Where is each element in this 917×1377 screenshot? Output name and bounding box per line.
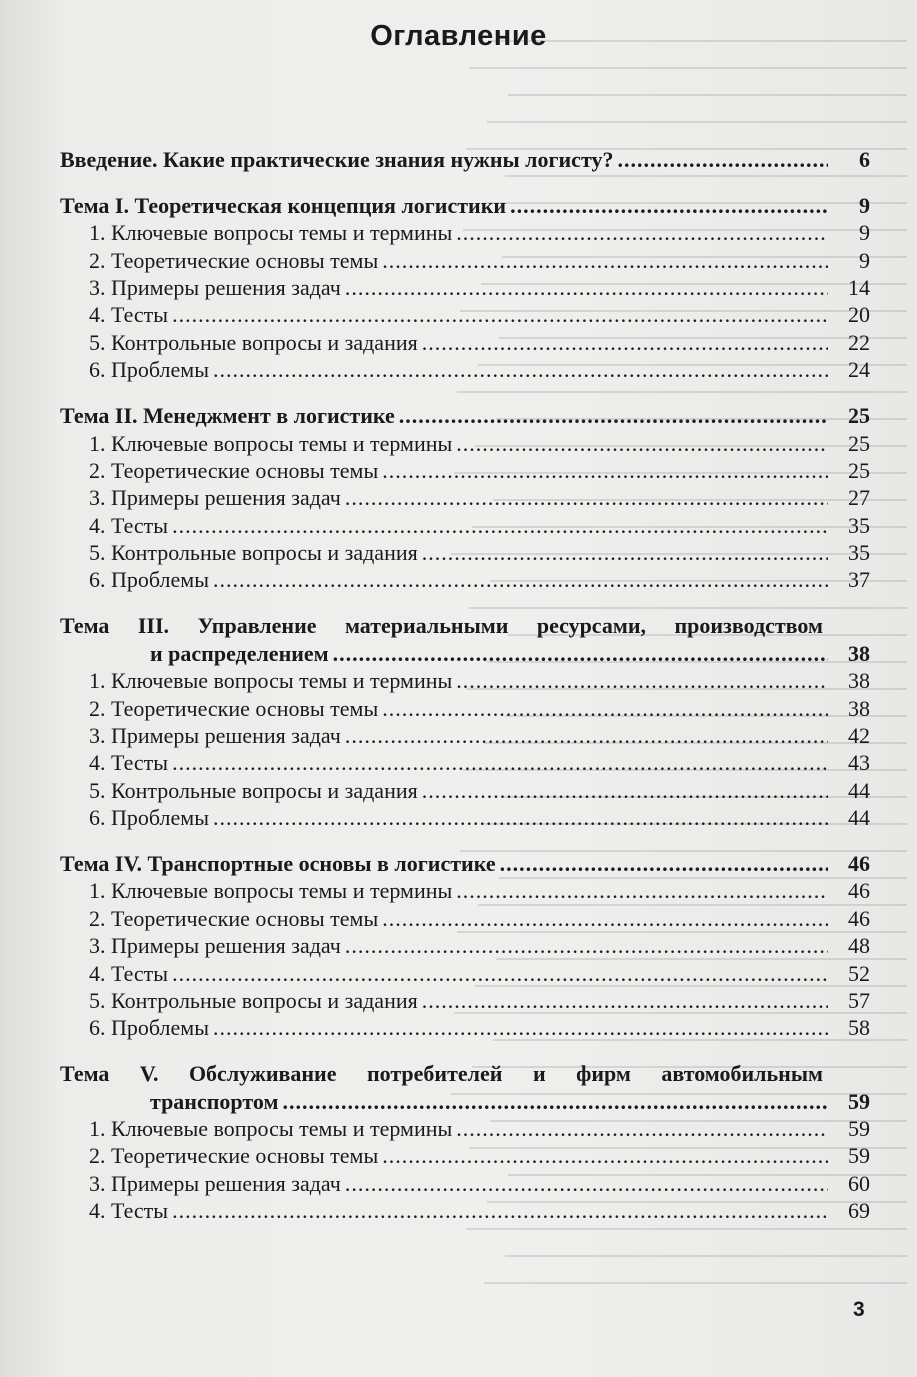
dot-leader xyxy=(456,667,828,694)
toc-entry-item-page: 37 xyxy=(848,567,870,593)
toc-entry-item-label: 2. Теоретические основы темы xyxy=(89,1143,379,1169)
heading-word: автомобильным xyxy=(661,1061,823,1087)
heading-word: ресурсами, xyxy=(536,613,647,639)
toc-entry-intro-label: Введение. Какие практические знания нужны логисту? xyxy=(60,147,614,172)
toc-entry-section-1-label: Тема I. Теоретическая концепция логистики xyxy=(60,192,507,218)
toc-entry-item xyxy=(60,1115,870,1142)
toc-entry-item xyxy=(60,749,870,776)
toc-entry-item-label: 6. Проблемы xyxy=(89,1015,209,1041)
heading-word: фирм xyxy=(576,1061,631,1087)
heading-word: производством xyxy=(674,613,823,639)
toc-entry-item xyxy=(60,219,870,246)
toc-entry-item xyxy=(60,987,870,1014)
toc-entry-item-page: 25 xyxy=(848,430,870,456)
toc-entry-item-label: 2. Теоретические основы темы xyxy=(89,905,379,931)
toc-entry-item xyxy=(60,804,870,831)
section-heading-line1 xyxy=(60,612,823,639)
toc-entry-item-page: 59 xyxy=(848,1143,870,1169)
spacer xyxy=(60,1042,870,1061)
dot-leader xyxy=(213,356,828,383)
toc-entry-item-page: 48 xyxy=(848,933,870,959)
show-through-line xyxy=(505,1255,907,1257)
dot-leader xyxy=(172,960,828,987)
toc-entry-item-label: 3. Примеры решения задач xyxy=(89,1170,341,1196)
toc-entry-item xyxy=(60,329,870,356)
toc-entry-section-1 xyxy=(60,192,870,219)
toc-entry-section-3 xyxy=(60,640,870,667)
dot-leader xyxy=(333,640,828,667)
heading-word: V. xyxy=(139,1061,159,1087)
dot-leader xyxy=(422,329,828,356)
heading-word: Управление xyxy=(197,613,317,639)
toc-entry-item xyxy=(60,247,870,274)
dot-leader xyxy=(345,484,828,511)
dot-leader xyxy=(213,804,828,831)
toc-entry-section-5 xyxy=(60,1088,870,1115)
toc-entry-item-label: 4. Тесты xyxy=(89,302,169,328)
dot-leader xyxy=(282,1088,828,1115)
dot-leader xyxy=(172,1197,828,1224)
toc-entry-section-4-page: 46 xyxy=(848,850,870,876)
toc-entry-section-5-label: транспортом xyxy=(150,1088,279,1114)
toc-entry-item-page: 38 xyxy=(848,668,870,694)
toc-entry-item-label: 2. Теоретические основы темы xyxy=(89,457,379,483)
heading-word: III. xyxy=(137,613,170,639)
heading-word: Тема xyxy=(60,613,110,639)
toc-entry-item-label: 1. Ключевые вопросы темы и термины xyxy=(89,1116,453,1141)
show-through-line xyxy=(469,67,907,69)
toc-entry-item-label: 4. Тесты xyxy=(89,750,169,776)
show-through-line xyxy=(484,1282,907,1284)
dot-leader xyxy=(510,192,828,219)
toc-entry-item-page: 60 xyxy=(848,1170,870,1196)
dot-leader xyxy=(382,457,828,484)
toc-entry-item-label: 1. Ключевые вопросы темы и термины xyxy=(89,430,453,456)
dot-leader xyxy=(422,987,828,1014)
toc-entry-item-page: 52 xyxy=(848,960,870,986)
toc-entry-item-label: 3. Примеры решения задач xyxy=(89,275,341,301)
page-title: Оглавление xyxy=(370,20,547,52)
toc-entry-item xyxy=(60,1142,870,1169)
toc-entry-item-page: 35 xyxy=(848,540,870,566)
toc-entry-intro-page: 6 xyxy=(859,147,870,172)
toc-entry-item xyxy=(60,877,870,904)
toc-entry-item-page: 38 xyxy=(848,695,870,721)
dot-leader xyxy=(456,430,828,457)
toc-entry-item-label: 2. Теоретические основы темы xyxy=(89,247,379,273)
dot-leader xyxy=(399,402,828,429)
section-heading-line1 xyxy=(60,1060,823,1087)
dot-leader xyxy=(172,301,828,328)
dot-leader xyxy=(617,146,828,173)
toc-entry-item-label: 3. Примеры решения задач xyxy=(89,485,341,511)
toc-entry-item xyxy=(60,695,870,722)
heading-word: материальными xyxy=(344,613,509,639)
toc-entry-item-label: 6. Проблемы xyxy=(89,805,209,831)
toc-entry-item-page: 43 xyxy=(848,750,870,776)
dot-leader xyxy=(172,749,828,776)
toc-entry-item-label: 1. Ключевые вопросы темы и термины xyxy=(89,878,453,904)
toc-entry-item xyxy=(60,566,870,593)
toc-entry-item-page: 20 xyxy=(848,302,870,328)
toc-entry-item xyxy=(60,1170,870,1197)
spacer xyxy=(60,384,870,403)
toc-entry-section-5-page: 59 xyxy=(848,1088,870,1114)
heading-word: Обслуживание xyxy=(188,1061,337,1087)
toc-entry-item-page: 27 xyxy=(848,485,870,511)
toc-entry-section-2 xyxy=(60,402,870,429)
toc-entry-item-page: 22 xyxy=(848,329,870,355)
show-through-line xyxy=(487,121,907,123)
toc-entry-item xyxy=(60,301,870,328)
toc-entry-item-label: 1. Ключевые вопросы темы и термины xyxy=(89,668,453,694)
toc-entry-item-page: 57 xyxy=(848,987,870,1013)
spacer xyxy=(60,594,870,613)
dot-leader xyxy=(345,932,828,959)
toc-entry-item-label: 1. Ключевые вопросы темы и термины xyxy=(89,220,453,246)
toc-entry-item xyxy=(60,1197,870,1224)
toc-entry-item-page: 58 xyxy=(848,1015,870,1041)
heading-word: Тема xyxy=(60,1061,110,1087)
dot-leader xyxy=(382,1142,828,1169)
toc-entry-item-label: 5. Контрольные вопросы и задания xyxy=(89,329,418,355)
toc-entry-item xyxy=(60,722,870,749)
toc-entry-intro xyxy=(60,146,870,173)
dot-leader xyxy=(422,777,828,804)
toc-entry-section-4-label: Тема IV. Транспортные основы в логистике xyxy=(60,850,496,876)
dot-leader xyxy=(382,247,828,274)
toc-entry-section-1-page: 9 xyxy=(859,192,870,218)
toc-entry-section-3-label: и распределением xyxy=(150,640,329,666)
toc-entry-item-page: 44 xyxy=(848,777,870,803)
toc-entry-item xyxy=(60,932,870,959)
toc-entry-item-page: 9 xyxy=(859,247,870,273)
dot-leader xyxy=(456,1115,828,1142)
dot-leader xyxy=(500,850,828,877)
toc-entry-section-2-label: Тема II. Менеджмент в логистике xyxy=(60,403,395,429)
toc-entry-item-label: 5. Контрольные вопросы и задания xyxy=(89,987,418,1013)
toc-entry-item xyxy=(60,356,870,383)
table-of-contents xyxy=(60,146,870,1225)
toc-entry-item-page: 14 xyxy=(848,275,870,301)
heading-word: и xyxy=(532,1061,546,1087)
toc-entry-item-page: 24 xyxy=(848,357,870,383)
dot-leader xyxy=(172,512,828,539)
dot-leader xyxy=(345,1170,828,1197)
toc-entry-item-page: 44 xyxy=(848,805,870,831)
page-number: 3 xyxy=(853,1298,865,1321)
toc-entry-item-page: 25 xyxy=(848,457,870,483)
toc-entry-item xyxy=(60,1014,870,1041)
toc-entry-item-label: 5. Контрольные вопросы и задания xyxy=(89,540,418,566)
toc-entry-item xyxy=(60,777,870,804)
dot-leader xyxy=(456,219,828,246)
toc-entry-item xyxy=(60,667,870,694)
toc-entry-item-label: 4. Тесты xyxy=(89,512,169,538)
toc-entry-item-label: 4. Тесты xyxy=(89,1198,169,1224)
heading-word: потребителей xyxy=(366,1061,503,1087)
toc-entry-item xyxy=(60,484,870,511)
toc-entry-item-label: 3. Примеры решения задач xyxy=(89,722,341,748)
dot-leader xyxy=(213,1014,828,1041)
toc-entry-item-page: 42 xyxy=(848,722,870,748)
dot-leader xyxy=(345,274,828,301)
dot-leader xyxy=(213,566,828,593)
dot-leader xyxy=(456,877,828,904)
show-through-line xyxy=(508,94,907,96)
toc-entry-item xyxy=(60,905,870,932)
toc-entry-item-label: 6. Проблемы xyxy=(89,567,209,593)
toc-entry-item xyxy=(60,274,870,301)
toc-entry-item-label: 5. Контрольные вопросы и задания xyxy=(89,777,418,803)
spacer xyxy=(60,173,870,192)
toc-entry-section-3-page: 38 xyxy=(848,640,870,666)
toc-entry-item-page: 9 xyxy=(859,220,870,246)
dot-leader xyxy=(382,905,828,932)
toc-entry-item-label: 4. Тесты xyxy=(89,960,169,986)
dot-leader xyxy=(382,695,828,722)
show-through-line xyxy=(466,1228,907,1230)
toc-entry-item xyxy=(60,512,870,539)
toc-entry-item-label: 6. Проблемы xyxy=(89,357,209,383)
toc-entry-item xyxy=(60,430,870,457)
toc-entry-item-page: 59 xyxy=(848,1116,870,1141)
toc-entry-item-page: 35 xyxy=(848,512,870,538)
toc-entry-item xyxy=(60,457,870,484)
dot-leader xyxy=(345,722,828,749)
toc-entry-section-4 xyxy=(60,850,870,877)
toc-entry-item xyxy=(60,539,870,566)
toc-entry-item-label: 3. Примеры решения задач xyxy=(89,933,341,959)
toc-entry-item xyxy=(60,960,870,987)
toc-entry-item-page: 46 xyxy=(848,905,870,931)
spacer xyxy=(60,831,870,850)
dot-leader xyxy=(422,539,828,566)
toc-entry-item-page: 69 xyxy=(848,1198,870,1224)
toc-entry-item-label: 2. Теоретические основы темы xyxy=(89,695,379,721)
toc-entry-section-2-page: 25 xyxy=(848,403,870,429)
toc-entry-item-page: 46 xyxy=(848,878,870,904)
